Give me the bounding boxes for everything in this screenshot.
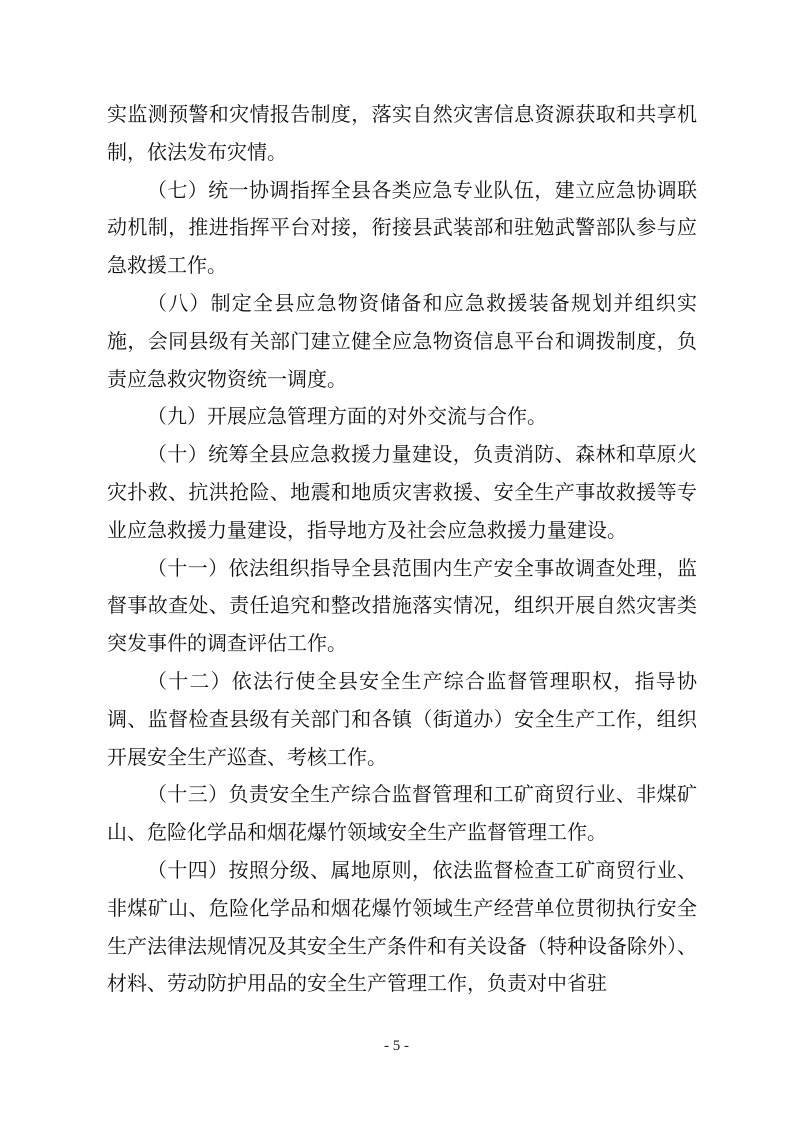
paragraph-item-10: （十）统筹全县应急救援力量建设，负责消防、森林和草原火灾扑救、抗洪抢险、地震和地质灾害救援、安全生产事故救援等专业应急救援力量建设，指导地方及社会应急救援力量建设。: [107, 442, 697, 542]
paragraph-item-13: （十三）负责安全生产综合监督管理和工矿商贸行业、非煤矿山、危险化学品和烟花爆竹领域安全生产监督管理工作。: [107, 782, 697, 845]
paragraph-item-12: （十二）依法行使全县安全生产综合监督管理职权，指导协调、监督检查县级有关部门和各镇（街道办）安全生产工作，组织开展安全生产巡查、考核工作。: [107, 668, 697, 769]
body-text: [107, 96, 697, 1003]
paragraph-item-7: （七）统一协调指挥全县各类应急专业队伍，建立应急协调联动机制，推进指挥平台对接，衔接县武装部和驻勉武警部队参与应急救援工作。: [107, 177, 697, 278]
paragraph-item-11: （十一）依法组织指导全县范围内生产安全事故调查处理，监督事故查处、责任追究和整改措施落实情况，组织开展自然灾害类突发事件的调查评估工作。: [107, 555, 697, 656]
paragraph-continuation: 实监测预警和灾情报告制度，落实自然灾害信息资源获取和共享机制，依法发布灾情。: [107, 102, 697, 164]
page-number: - 5 -: [384, 1038, 409, 1054]
paragraph-item-9: （九）开展应急管理方面的对外交流与合作。: [147, 404, 547, 429]
paragraph-item-14: （十四）按照分级、属地原则，依法监督检查工矿商贸行业、非煤矿山、危险化学品和烟花爆竹领域生产经营单位贯彻执行安全生产法律法规情况及其安全生产条件和有关设备（特种设备除外）、材料、劳动防护用品的安全生产管理工作，负责对中省驻: [107, 857, 697, 996]
paragraph-item-8: （八）制定全县应急物资储备和应急救援装备规划并组织实施，会同县级有关部门建立健全应急物资信息平台和调拨制度，负责应急救灾物资统一调度。: [107, 290, 697, 391]
